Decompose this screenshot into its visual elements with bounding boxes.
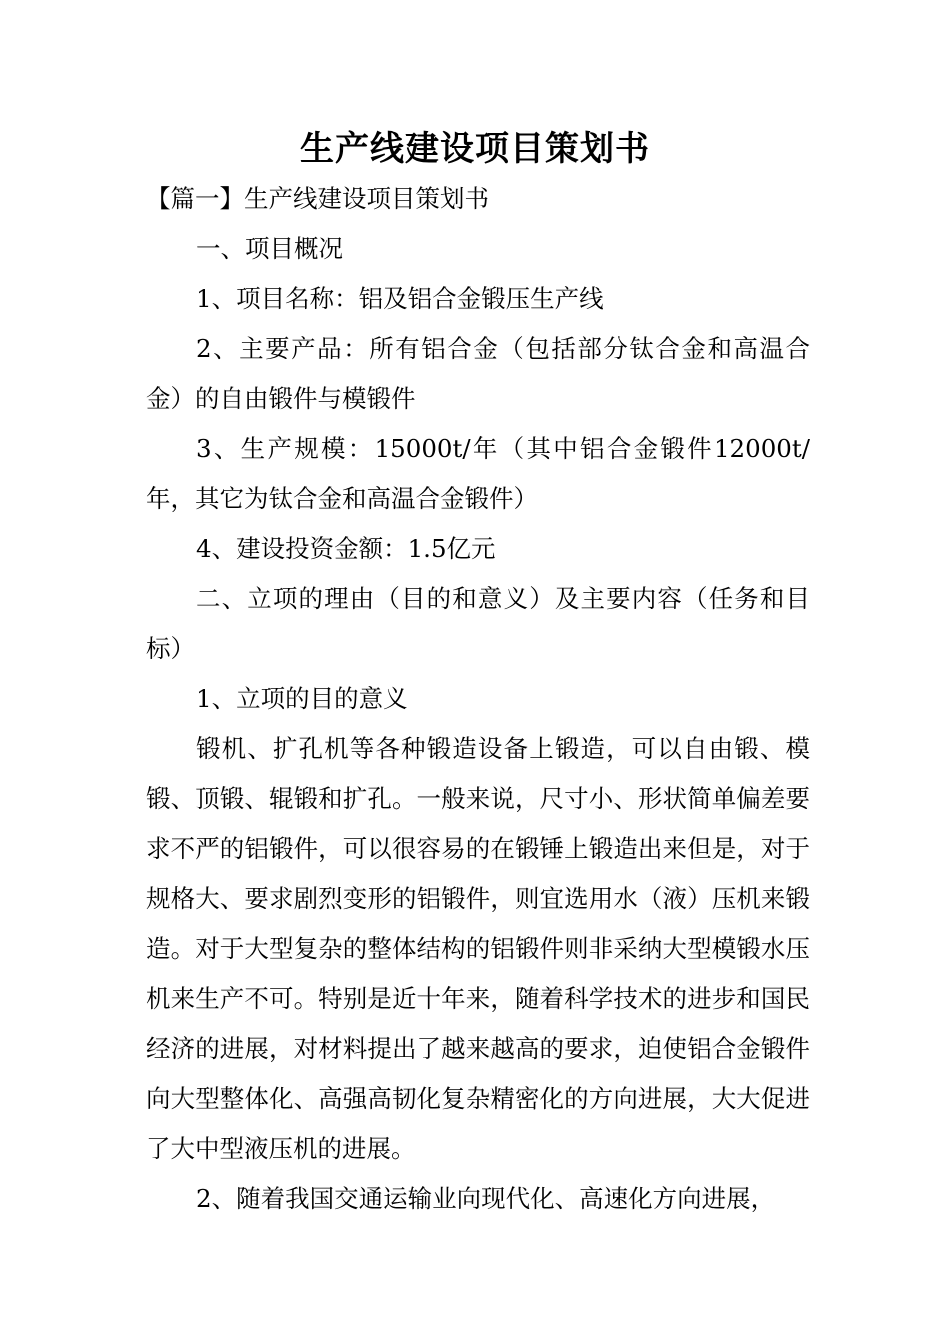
paragraph: 一、项目概况: [196, 234, 343, 263]
paragraph: 4、建设投资金额：1.5亿元: [196, 534, 496, 563]
paragraph: 1、立项的目的意义: [196, 684, 408, 713]
document-body: [146, 174, 810, 1224]
paragraph: 锻机、扩孔机等各种锻造设备上锻造，可以自由锻、模锻、顶锻、辊锻和扩孔。一般来说，尺寸小、形状简单偏差要求不严的铝锻件，可以很容易的在锻锤上锻造出来但是，对于规格大、要求剧烈变形的铝锻件，则宜选用水（液）压机来锻造。对于大型复杂的整体结构的铝锻件则非采纳大型模锻水压机来生产不可。特别是近十年来，随着科学技术的进步和国民经济的进展，对材料提出了越来越高的要求，迫使铝合金锻件向大型整体化、高强高韧化复杂精密化的方向进展，大大促进了大中型液压机的进展。: [146, 734, 810, 1163]
document-title: 生产线建设项目策划书: [300, 129, 650, 169]
paragraph: 2、随着我国交通运输业向现代化、高速化方向进展，: [196, 1184, 776, 1213]
paragraph: 3、生产规模：15000t/年（其中铝合金锻件12000t/年，其它为钛合金和高温合金锻件）: [146, 434, 810, 513]
section-heading: 【篇一】生产线建设项目策划书: [146, 184, 489, 213]
paragraph: 1、项目名称：铝及铝合金锻压生产线: [196, 284, 604, 313]
paragraph: 二、立项的理由（目的和意义）及主要内容（任务和目标）: [146, 584, 810, 663]
paragraph: 2、主要产品：所有铝合金（包括部分钛合金和高温合金）的自由锻件与模锻件: [146, 334, 810, 413]
